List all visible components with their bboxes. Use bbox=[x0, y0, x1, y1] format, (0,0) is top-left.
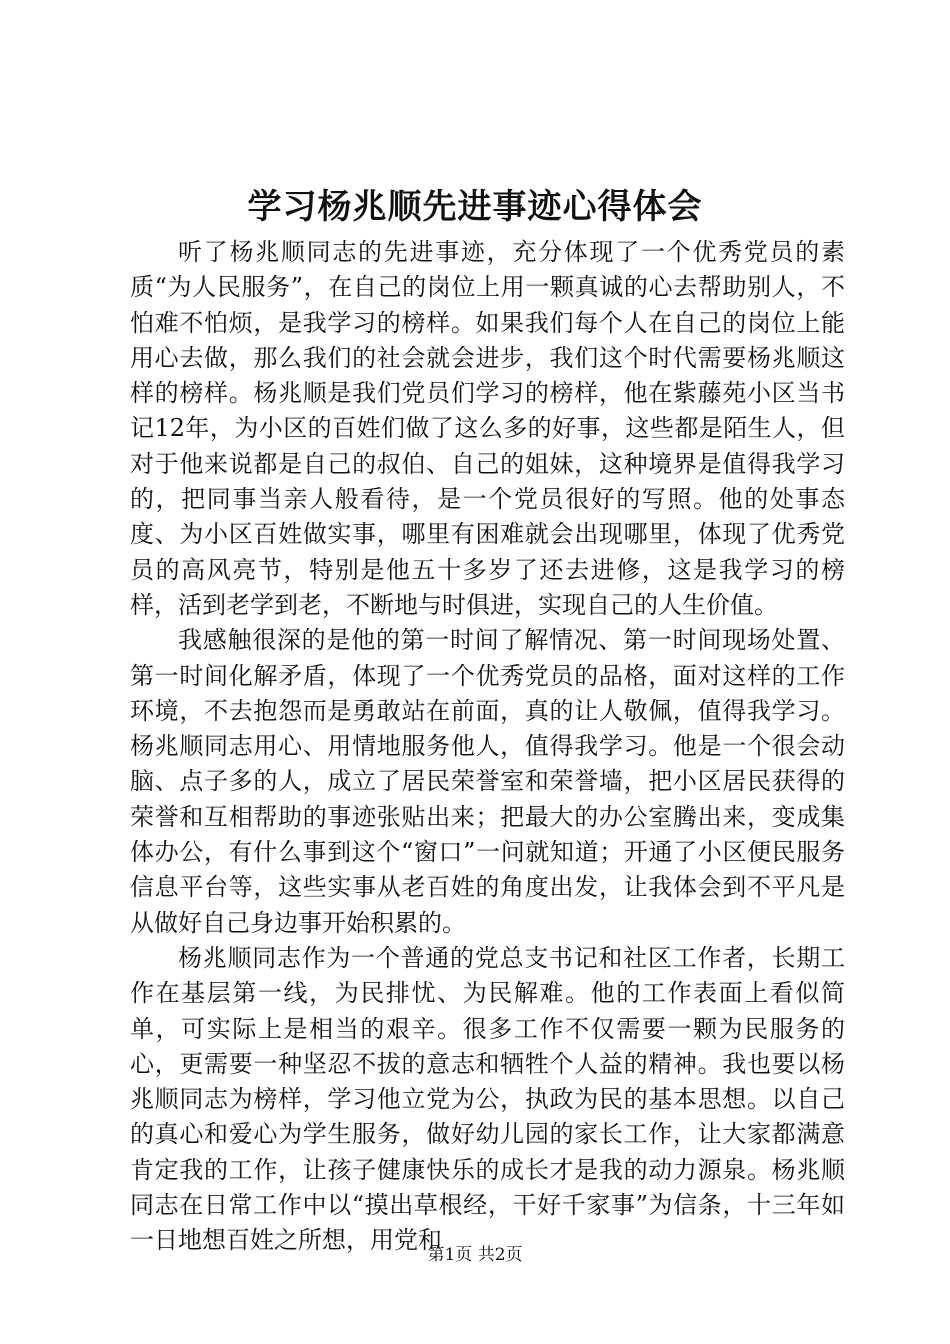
document-body bbox=[130, 235, 845, 1259]
paragraph-2: 我感触很深的是他的第一时间了解情况、第一时间现场处置、第一时间化解矛盾，体现了一个优秀党员的品格，面对这样的工作环境，不去抱怨而是勇敢站在前面，真的让人敬佩，值得我学习。杨兆顺同志用心、用情地服务他人，值得我学习。他是一个很会动脑、点子多的人，成立了居民荣誉室和荣誉墙，把小区居民获得的荣誉和互相帮助的事迹张贴出来；把最大的办公室腾出来，变成集体办公，有什么事到这个“窗口”一问就知道；开通了小区便民服务信息平台等，这些实事从老百姓的角度出发，让我体会到不平凡是从做好自己身边事开始积累的。 bbox=[130, 626, 845, 937]
page-number-footer: 第1页 共2页 bbox=[427, 1245, 523, 1265]
paragraph-3: 杨兆顺同志作为一个普通的党总支书记和社区工作者，长期工作在基层第一线，为民排忧、为民解难。他的工作表面上看似简单，可实际上是相当的艰辛。很多工作不仅需要一颗为民服务的心，更需要一种坚忍不拔的意志和牺牲个人益的精神。我也要以杨兆顺同志为榜样，学习他立党为公，执政为民的基本思想。以自己的真心和爱心为学生服务，做好幼儿园的家长工作，让大家都满意肯定我的工作，让孩子健康快乐的成长才是我的动力源泉。杨兆顺同志在日常工作中以“摸出草根经，干好千家事”为信条，十三年如一日地想百姓之所想，用党和 bbox=[130, 943, 845, 1255]
paragraph-1: 听了杨兆顺同志的先进事迹，充分体现了一个优秀党员的素质“为人民服务”，在自己的岗位上用一颗真诚的心去帮助别人，不怕难不怕烦，是我学习的榜样。如果我们每个人在自己的岗位上能用心去做，那么我们的社会就会进步，我们这个时代需要杨兆顺这样的榜样。杨兆顺是我们党员们学习的榜样，他在紫藤苑小区当书记12年，为小区的百姓们做了这么多的好事，这些都是陌生人，但对于他来说都是自己的叔伯、自己的姐妹，这种境界是值得我学习的，把同事当亲人般看待，是一个党员很好的写照。他的处事态度、为小区百姓做实事，哪里有困难就会出现哪里，体现了优秀党员的高风亮节，特别是他五十多岁了还去进修，这是我学习的榜样，活到老学到老，不断地与时俱进，实现自己的人生价值。 bbox=[130, 238, 845, 619]
document-title: 学习杨兆顺先进事迹心得体会 bbox=[247, 187, 703, 227]
